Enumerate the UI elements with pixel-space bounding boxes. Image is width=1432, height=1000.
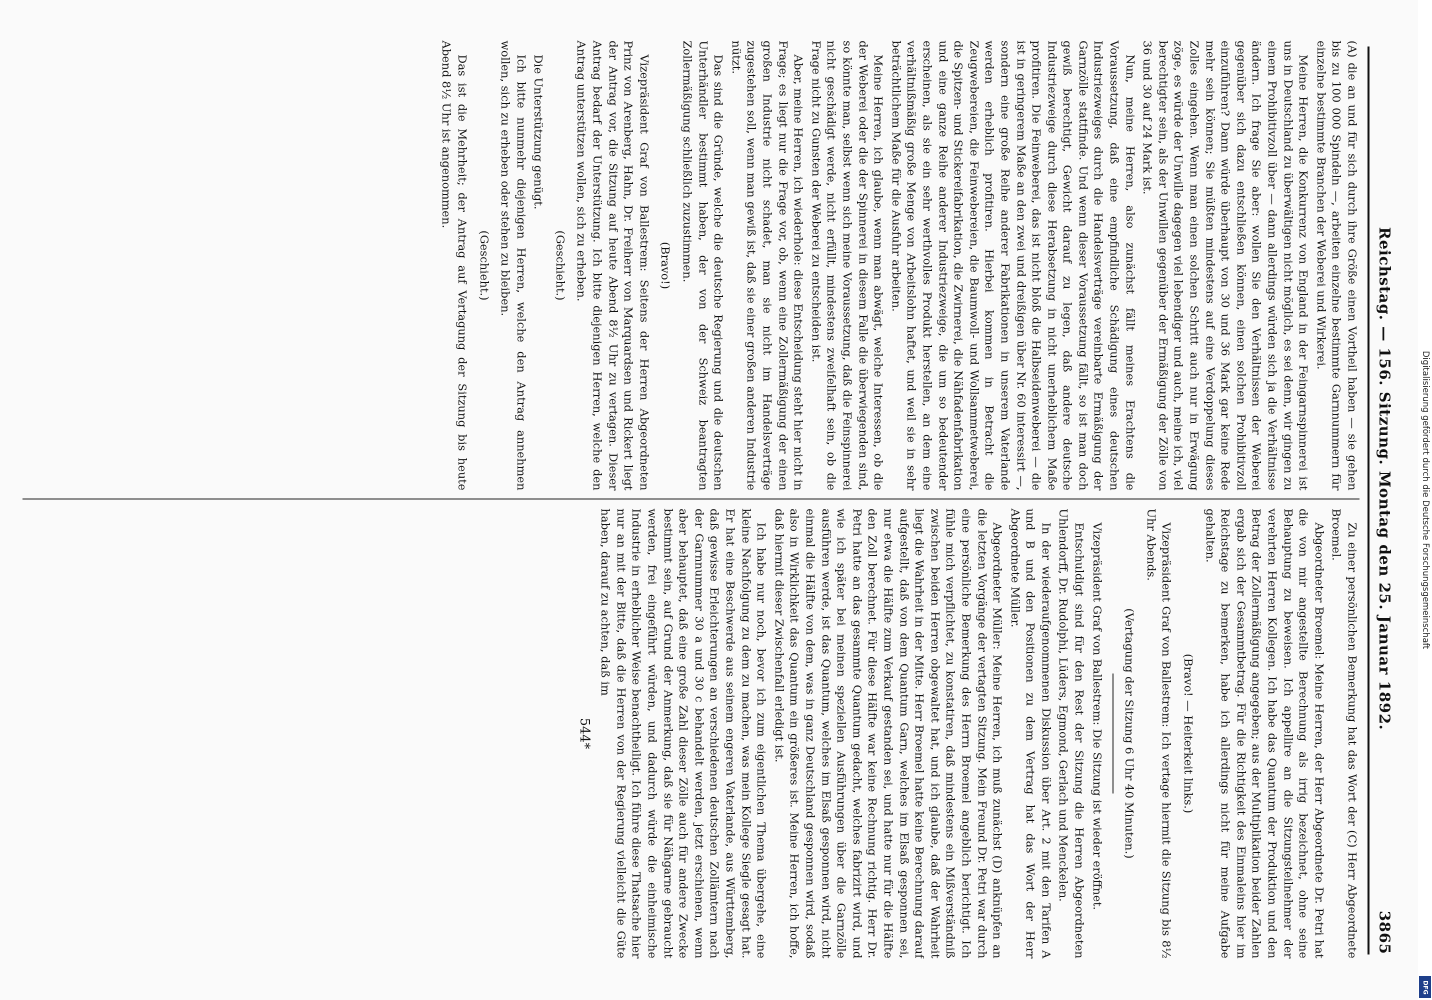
paragraph: Vizepräsident Graf von Ballestrem: Ich vertage hiermit die Sitzung bis 8½ Uhr Abends. xyxy=(1144,508,1174,959)
interjection: (Bravo! — Heiterkeit links.) xyxy=(1181,653,1196,814)
page-header xyxy=(1368,47,1400,955)
interjection: (Geschieht.) xyxy=(553,230,568,301)
paragraph: Nun, meine Herren, also zunächst fällt meines Erachtens die Voraussetzung, daß eine empfindliche Schädigung eines deutschen Industriezweiges durch die Handelsverträge vereinbarte Ermäßigung der Garnzölle stattfinde. Und wenn dieser Voraussetzung fällt, so ist man doch gewiß berechtigt, Gewicht darauf zu legen, daß andere deutsche Industriezweige durch diese Herabsetzung in nicht unerheblichem Maße profitiren. Die Feinweberei, das ist nicht bloß die Halbseidenweberei — die ist in geringerem Maße an den zwei und dreißigen über Nr. 60 interessirt —, sondern eine große Reihe anderer Fabrikationen in unserem Vaterlande werden erheblich profitiren. Hierbei kommen in Betracht die Zeugwebereien, die Feinwebereien, die Baumwoll- und Wollsammetweberei, die Spitzen- und Stickereifabrikation, die Zwirnerei, die Nähfadenfabrikation und eine ganze Reihe anderer Industriezweige, die um so bedeutender erscheinen, als sie ein sehr werthvolles Produkt herstellen, an dem eine verhältnißmäßig große Menge von Arbeitslohn haftet, und weil sie in sehr beträchtlichem Maße für die Ausfuhr arbeiten. xyxy=(889,40,1138,491)
paragraph: Zu einer persönlichen Bemerkung hat das Wort der (C) Herr Abgeordnete Broemel. xyxy=(1329,508,1360,959)
paragraph: Entschuldigt sind für den Rest der Sitzung die Herren Abgeordneten Uhlendorff, Dr. Rudolphi, Lüders, Egmond, Gerlach und Menckelen. xyxy=(1057,508,1087,959)
paragraph: Ich bitte nunmehr diejenigen Herren, welche den Antrag annehmen wollen, sich zu erheben oder stehen zu bleiben. xyxy=(498,40,529,491)
page-number: 3865 xyxy=(1375,910,1394,955)
right-column xyxy=(23,509,1360,959)
paragraph: Vizepräsident Graf von Ballestrem: Seitens der Herren Abgeordneten Prinz von Arenberg, Hahn, Dr. Freiherr von Marquardsen und Rickert liegt der Antrag vor, die Sitzung auf heute Abend 8½ Uhr zu vertagen. Dieser Antrag bedarf der Unterstützung. Ich bitte diejenigen Herren, welche den Antrag unterstützen wollen, sich zu erheben. xyxy=(575,40,652,491)
column-divider xyxy=(23,499,1360,500)
paragraph: Vizepräsident Graf von Ballestrem: Die Sitzung ist wieder eröffnet. xyxy=(1090,522,1105,911)
paragraph: Die Unterstützung genügt. xyxy=(531,54,546,210)
document-page xyxy=(13,21,1408,981)
paragraph: Meine Herren, die Konkurrenz von England in der Feingarnspinnerei ist uns in Deutschland zu überwältigen nicht möglich, es sei denn, wir gingen zu einem Prohibitivzoll über — dann allerdings würden sich ja die Verhältnisse ändern. Ich frage Sie aber: wollen Sie den Verhältnissen der Weberei gegenüber sich dazu entschließen können, einen solchen Prohibitivzoll einzuführen? Dann würde überhaupt von 30 und 36 Mark gar keine Rede mehr sein können; Sie müßten mindestens auf eine Verdoppelung dieses Zolles eingehen. Wenn man einen solchen Schritt auch nur in Erwägung zöge, es würde der Unwille dagegen viel lebendiger und auch, meine ich, viel berechtigter sein, als der Unwillen gegenüber der Ermäßigung der Zölle von 36 und 30 auf 24 Mark ist. xyxy=(1140,40,1311,491)
paragraph: Abgeordneter Müller: Meine Herren, ich muß zunächst (D) anknüpfen an die letzten Vorgänge der vertagten Sitzung. Mein Freund Dr. Petri war durch eine persönliche Bemerkung des Herrn Broemel angeblich berichtigt. Ich fühle mich verpflichtet, zu konstatiren, daß mindestens ein Mißverständniß zwischen beiden Herren obgewaltet hat, und ich glaube, daß der Wahrheit liegt die Wahrheit in der Mitte. Herr Broemel hatte keine Berechnung darauf aufgestellt, daß von dem Quantum Garn, welches im Elsaß gesponnen sei, nur etwa die Hälfte zum Verkauf gestanden sei, und hatte nur für die Hälfte den Zoll berechnet. Für diese Hälfte war keine Rechnung richtig. Herr Dr. Petri hatte an das gesammte Quantum gedacht, welches fabrizirt wird, und wie ich später bei meinen speziellen Ausführungen über die Garnzölle ausführen werde, ist das Quantum, welches im Elsaß gesponnen wird, nicht einmal die Hälfte von dem, was in ganz Deutschland gesponnen wird, sodaß also in Wirklichkeit das Quantum ein größeres ist. Meine Herren, ich hoffe, daß hiermit dieser Zwischenfall erledigt ist. xyxy=(772,508,1005,959)
dfg-logo-icon xyxy=(1419,976,1431,998)
paragraph: Das sind die Gründe, welche die deutsche Regierung und die deutschen Unterhändler bestimmt haben, der von der Schweiz beantragten Zollermäßigung schließlich zuzustimmen. xyxy=(680,40,726,491)
interjection: (Bravo!) xyxy=(658,241,673,290)
paragraph: Meine Herren, ich glaube, wenn man abwägt, welche Interessen, ob die der Weberei oder die der Spinnerei in diesem Falle die überwiegenden sind, so könnte man, selbst wenn sich meine Voraussetzung, daß die Feinspinnerei nicht geschädigt werde, nicht erfüllt, mindestens zweifelhaft sein, ob die Frage nicht zu Gunsten der Weberei zu entscheiden ist. xyxy=(809,40,886,491)
funding-note: Digitalisierung gefördert durch die Deutsche Forschungsgemeinschaft xyxy=(1420,350,1430,650)
interjection: (Vertagung der Sitzung 6 Uhr 40 Minuten.) xyxy=(1122,608,1137,859)
page-signature: 544* xyxy=(576,717,592,750)
section-rule xyxy=(1112,674,1113,794)
paragraph: Das ist die Mehrheit; der Antrag auf Vertagung der Sitzung bis heute Abend 8½ Uhr ist angenommen. xyxy=(439,40,470,491)
paragraph: (A) die an und für sich durch ihre Größe einen Vortheil haben — sie gehen bis zu 100 000 Spindeln —, arbeiten einzelne bestimmte Garnnummern für einzelne bestimmte Branchen der Weberei und Wirkerei. xyxy=(1314,40,1360,491)
interjection: (Geschieht.) xyxy=(477,230,492,301)
paragraph: Ich habe nur noch, bevor ich zum eigentlichen Thema übergehe, eine kleine Nachfolgung zu dem zu machen, was mein Kollege Siegle gesagt hat. Er hat eine Beschwerde aus seinem engeren Vaterlande, aus Württemberg, daß gewisse Erleichterungen an verschiedenen deutschen Zollämtern nach der Garnnummer 30 a und 30 c behandelt werden, jetzt erschienen, wenn aber behauptet, daß eine große Zahl dieser Zölle auch für andere Zwecke bestimmt sein, auf Grund der Anmerkung, daß sie für Nähgarne gebraucht werden, frei eingeführt würden, und dadurch würde die einheimische Industrie in erheblicher Weise benachtheiligt. Ich führe diese Thatsache hier nur an mit der Bitte, daß die Herren von der Regierung vielleicht die Güte haben, darauf zu achten, daß im xyxy=(598,508,769,959)
paragraph: Abgeordneter Broemel: Meine Herren, der Herr Abgeordnete Dr. Petri hat die von mir angestellte Berechnung als irrig bezeichnet, ohne seine Behauptung zu beweisen. Ich appellire an die Sitzungsteilnehmer der verehrten Herren Kollegen. Ich habe das Quantum der Produktion und den Betrag der Zollermäßigung angegeben; aus der Multiplikation beider Zahlen ergab sich der Gesammtbetrag. Für die Richtigkeit des Einmaleins hier im Reichstage zu bemerken, habe ich allerdings nicht für meine Aufgabe gehalten. xyxy=(1203,508,1327,959)
paragraph: Aber, meine Herren, ich wiederhole: diese Entscheidung steht hier nicht in Frage; es liegt nur die Frage vor, ob, wenn eine Zollermäßigung der einen großen Industrie nicht schadet, man sie nicht im Handelsverträge zugestehen soll, wenn man gewiß ist, daß sie einer großen anderen Industrie nützt. xyxy=(729,40,806,491)
paragraph: In der wiederaufgenommenen Diskussion über Art. 2 mit den Tarifen A und B und den Positionen zu dem Vertrag hat das Wort der Herr Abgeordnete Müller. xyxy=(1008,508,1054,959)
left-column xyxy=(23,41,1360,491)
page-title: Reichstag. — 156. Sitzung. Montag den 25. Januar 1892. xyxy=(1375,226,1394,731)
logo-text: DFG xyxy=(1421,979,1429,995)
funding-note-strip xyxy=(1418,0,1432,1000)
